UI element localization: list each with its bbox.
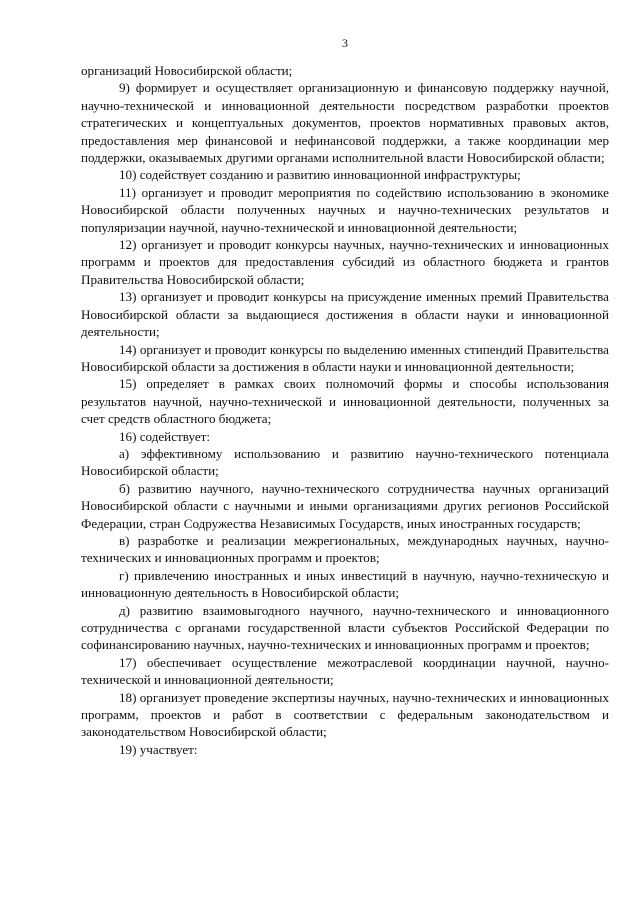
paragraph: 15) определяет в рамках своих полномочий формы и способы использования результатов научной, научно-технической и инновационной деятельности, полученных за счет средств областного бюджета;	[81, 376, 609, 427]
paragraph: б) развитию научного, научно-технического сотрудничества научных организаций Новосибирской области с научными и иными организациями других регионов Российской Федерации, стран Содружества Независимых Государств, иных иностранных государств;	[81, 480, 609, 531]
paragraph: в) разработке и реализации межрегиональных, международных научных, научно-технических и инновационных программ и проектов;	[81, 532, 609, 566]
page-number: 3	[342, 36, 348, 50]
paragraph: д) развитию взаимовыгодного научного, научно-технического и инновационного сотрудничества с органами государственной власти субъектов Российской Федерации по софинансированию научных, научно-технических и инновационных программ и проектов;	[81, 602, 609, 653]
document-body	[81, 62, 609, 758]
paragraph: 19) участвует:	[119, 741, 198, 757]
paragraph: 13) организует и проводит конкурсы на присуждение именных премий Правительства Новосибирской области за выдающиеся достижения в области науки и инновационной деятельности;	[81, 289, 609, 340]
paragraph: организаций Новосибирской области;	[81, 63, 293, 78]
paragraph: 11) организует и проводит мероприятия по содействию использованию в экономике Новосибирской области полученных научных и научно-технических результатов и популяризации научной, научно-технической и инновационной деятельности;	[81, 184, 609, 235]
paragraph: 17) обеспечивает осуществление межотраслевой координации научной, научно-технической и инновационной деятельности;	[81, 654, 609, 688]
paragraph: 10) содействует созданию и развитию инновационной инфраструктуры;	[119, 167, 521, 183]
paragraph: 18) организует проведение экспертизы научных, научно-технических и инновационных программ, проектов и работ в соответствии с федеральным законодательством и законодательством Новосибирской области;	[81, 689, 609, 740]
paragraph: 12) организует и проводит конкурсы научных, научно-технических и инновационных программ и проектов для предоставления субсидий из областного бюджета и грантов Правительства Новосибирской области;	[81, 237, 609, 287]
paragraph: а) эффективному использованию и развитию научно-технического потенциала Новосибирской области;	[81, 445, 609, 479]
paragraph: г) привлечению иностранных и иных инвестиций в научную, научно-техническую и инновационную деятельность в Новосибирской области;	[81, 567, 609, 601]
paragraph: 16) содействует:	[119, 428, 211, 444]
paragraph: 9) формирует и осуществляет организационную и финансовую поддержку научной, научно-технической и инновационной деятельности посредством разработки проектов стратегических и концептуальных документов, проектов нормативных правовых актов, предоставления мер финансовой и нефинансовой поддержки, а также координации мер поддержки, оказываемых другими органами исполнительной власти Новосибирской области;	[81, 80, 609, 166]
paragraph: 14) организует и проводит конкурсы по выделению именных стипендий Правительства Новосибирской области за достижения в области науки и инновационной деятельности;	[81, 341, 609, 374]
